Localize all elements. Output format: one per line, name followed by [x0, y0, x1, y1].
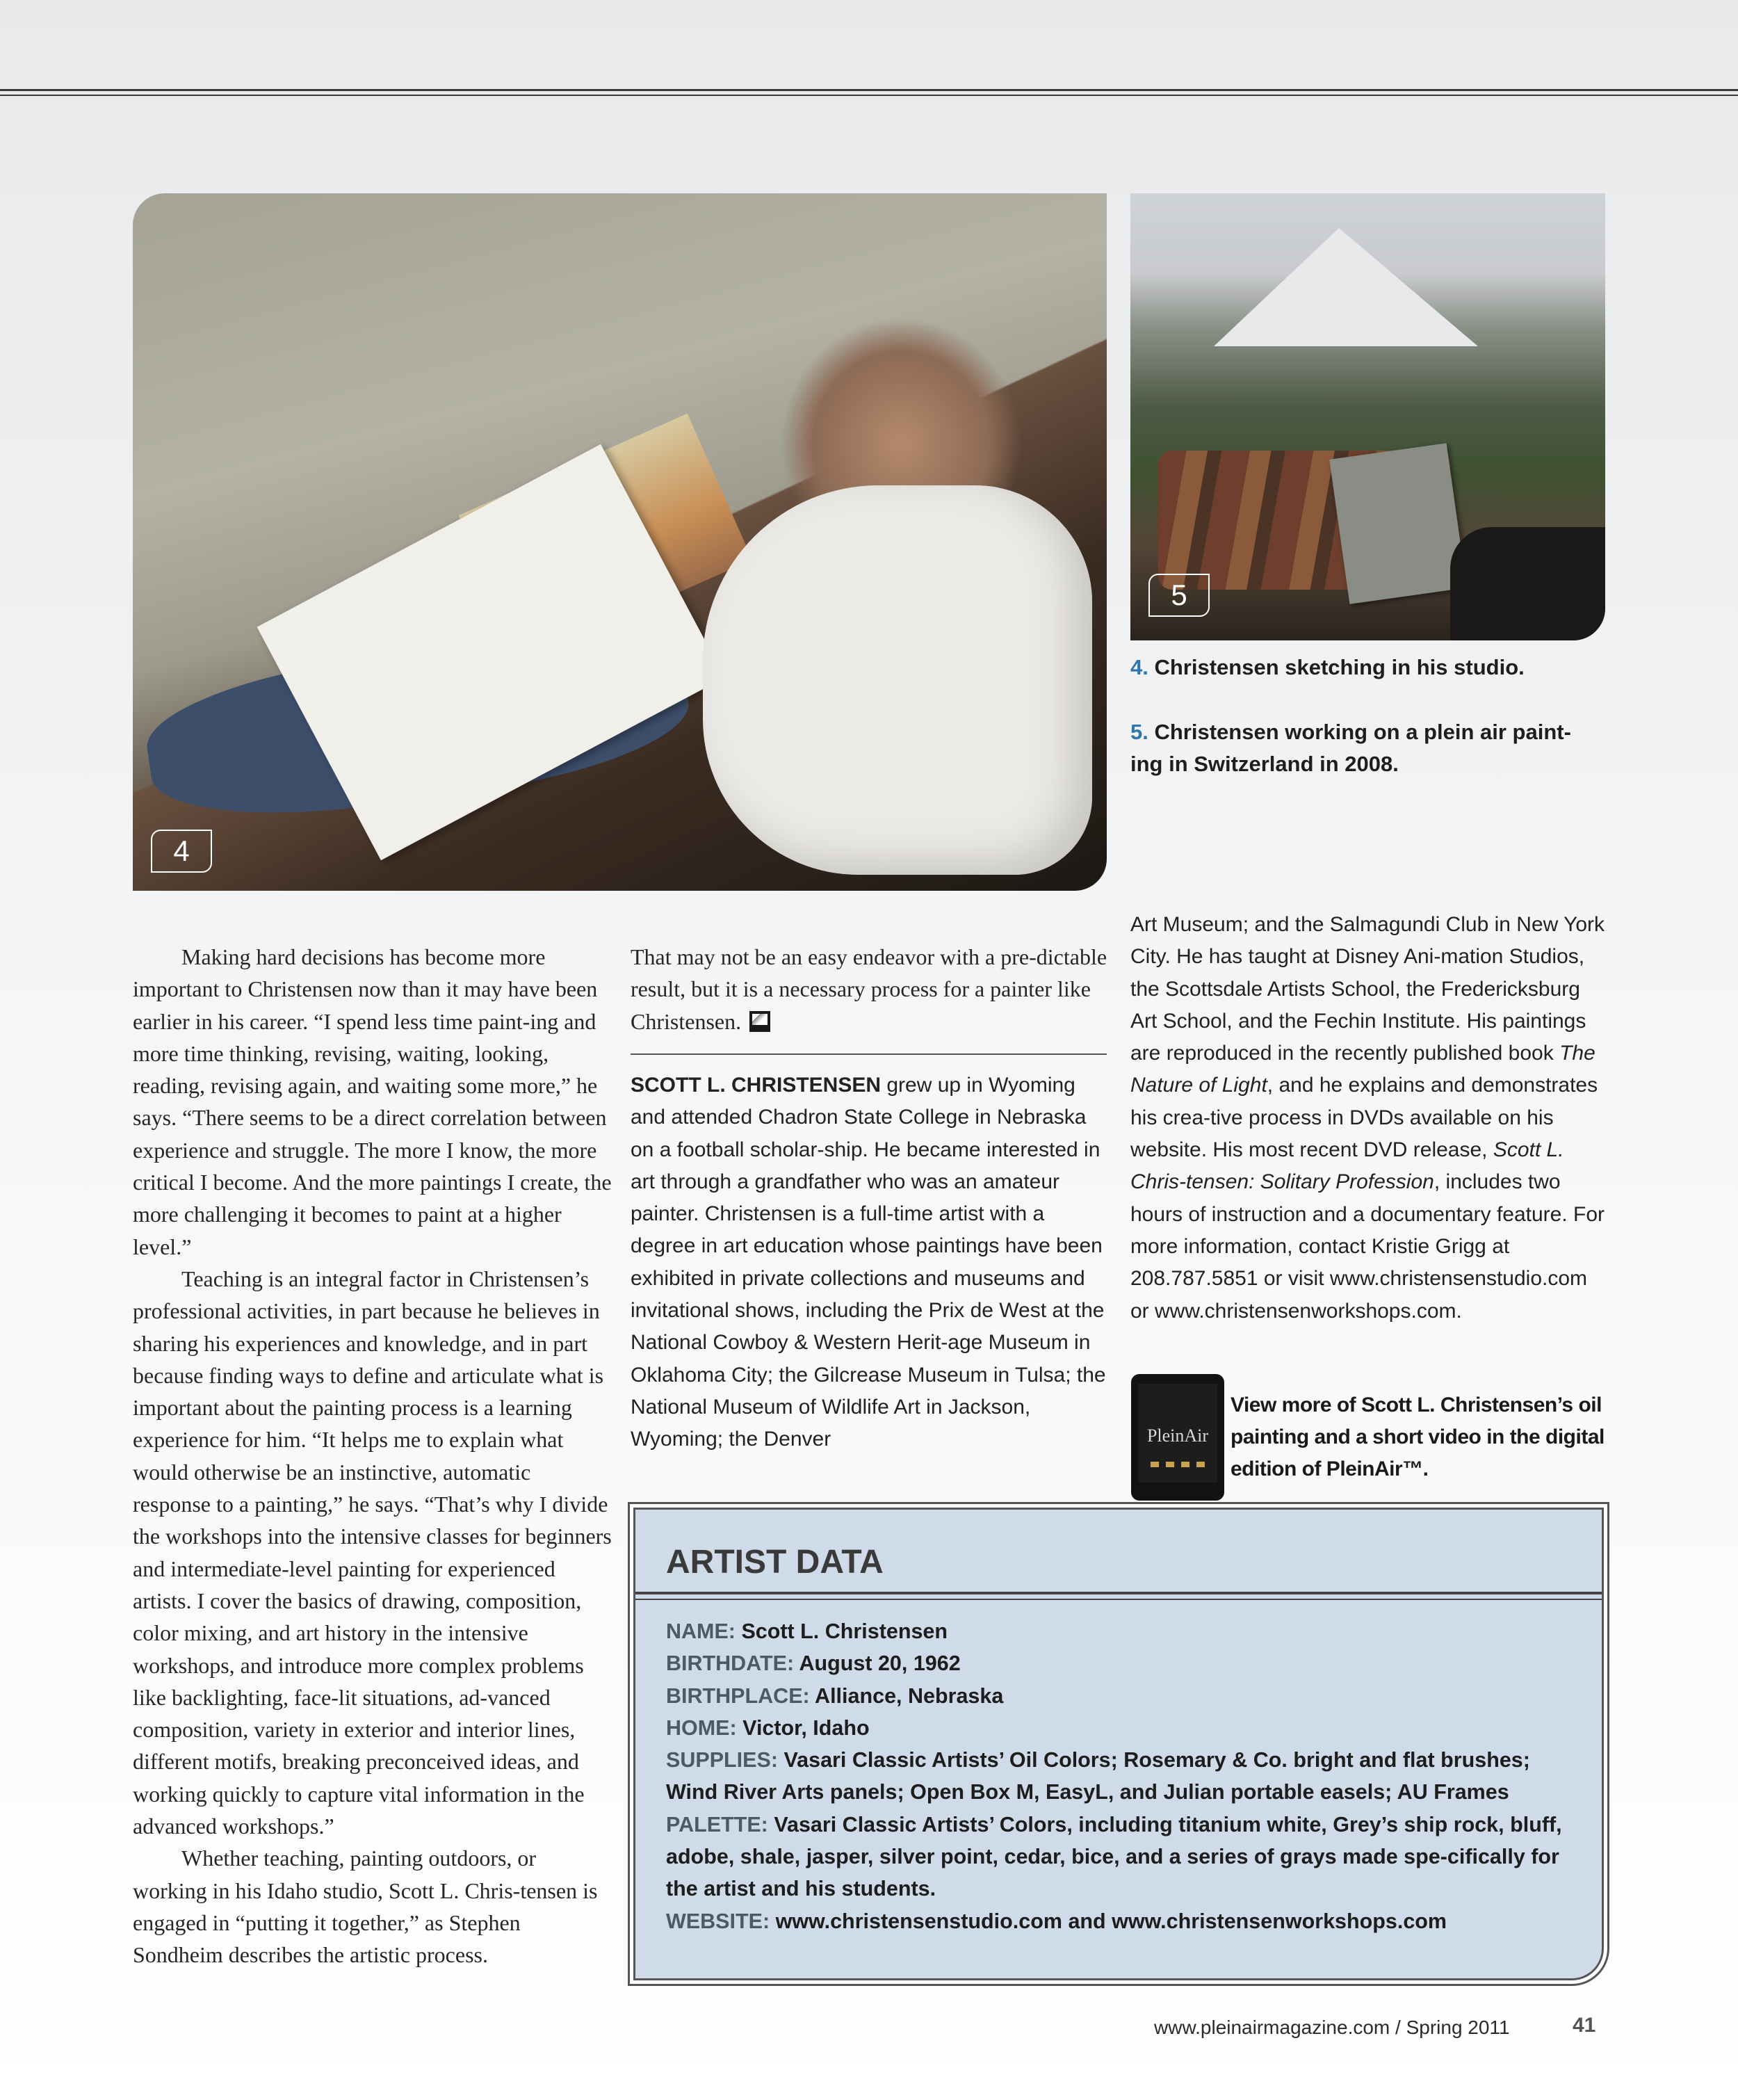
caption-number: 5. [1130, 720, 1148, 744]
artist-data-rule-thin [635, 1599, 1602, 1600]
bio-divider [631, 1053, 1107, 1055]
header-rule [0, 89, 1738, 91]
artist-data-value: Scott L. Christensen [735, 1620, 948, 1643]
caption-4 [1130, 652, 1603, 684]
tablet-screen [1138, 1384, 1217, 1483]
artist-data-box [633, 1508, 1604, 1980]
photo-christensen-sketching [133, 193, 1107, 891]
tablet-icon[interactable] [1131, 1374, 1224, 1501]
article-column-2 [631, 941, 1110, 1037]
footer-url[interactable]: www.pleinairmagazine.com / Spring 2011 [1154, 2017, 1510, 2038]
photo-badge-5: 5 [1148, 574, 1210, 617]
artist-data-rows [666, 1615, 1584, 1937]
article-column-1 [133, 941, 612, 1971]
artist-bio-continued [1130, 909, 1610, 1327]
article-paragraph: Teaching is an integral factor in Christensen’s professional activities, in part because he believes in sharing his experiences and knowledge, and in part because finding ways to define and articulate what is important about the painting process is a learning experience for him. “It helps me to explain what would otherwise be an instinctive, automatic response to a painting,” he says. “That’s why I divide the workshops into the intensive classes for beginners and intermediate-level painting for experienced artists. I cover the basics of drawing, composition, color mixing, and art history in the intensive workshops, and introduce more complex problems like backlighting, face-lit situations, ad-vanced composition, variety in exterior and interior lines, different motifs, breaking preconceived ideas, and working quickly to capture vital information in the advanced workshops.” [133, 1266, 612, 1839]
artist-data-row [666, 1809, 1584, 1905]
photo-christensen-switzerland [1130, 193, 1605, 640]
artist-data-row [666, 1905, 1584, 1937]
artist-bio [631, 1069, 1110, 1456]
tablet-brand: PleinAir [1146, 1425, 1209, 1446]
digital-edition-promo[interactable]: View more of Scott L. Christensen’s oil painting and a short video in the digital edition of PleinAir™. [1231, 1394, 1605, 1480]
bio-paragraph [1130, 909, 1610, 1327]
bio-dvd-title: Scott L. Chris-tensen: Solitary Profession [1130, 1138, 1564, 1194]
photo-detail-canvas [1329, 443, 1467, 604]
end-of-article-icon [749, 1011, 770, 1032]
bio-text: , and he explains and demonstrates his crea-tive process in DVDs available on his website. His most recent DVD release, [1130, 1074, 1598, 1162]
artist-data-row [666, 1712, 1584, 1744]
article-closing-text: That may not be an easy endeavor with a pre-dictable result, but it is a necessary process for a painter like Christensen. [631, 944, 1107, 1034]
artist-data-row [666, 1615, 1584, 1647]
artist-data-value: Victor, Idaho [736, 1715, 870, 1740]
artist-data-label: HOME: [666, 1715, 737, 1740]
artist-data-label: BIRTHDATE: [666, 1651, 795, 1676]
caption-text: Christensen sketching in his studio. [1154, 655, 1525, 679]
photo-detail-shirt [703, 485, 1092, 875]
tablet-dots [1151, 1462, 1206, 1467]
caption-5 [1130, 716, 1603, 780]
page-number: 41 [1573, 2014, 1596, 2037]
artist-data-label: PALETTE: [666, 1812, 768, 1836]
artist-data-row [666, 1744, 1584, 1809]
photo-badge-4: 4 [151, 830, 212, 873]
artist-data-label: WEBSITE: [666, 1909, 770, 1933]
artist-data-row [666, 1680, 1584, 1712]
bio-text: Art Museum; and the Salmagundi Club in New York City. He has taught at Disney Ani-mation Studios, the Scottsdale Artists School, the Fredericksburg Art School, and the Fechin Institute. His paintings are reproduced in the recently published book [1130, 913, 1605, 1065]
photo-detail-arm [1450, 527, 1605, 640]
artist-data-value: Vasari Classic Artists’ Oil Colors; Rosemary & Co. bright and flat brushes; Wind River Arts panels; Open Box M, EasyL, and Julian portable easels; AU Frames [666, 1748, 1530, 1804]
artist-data-label: NAME: [666, 1620, 736, 1643]
artist-data-label: BIRTHPLACE: [666, 1683, 810, 1708]
artist-data-row [666, 1647, 1584, 1679]
artist-data-rule [635, 1592, 1602, 1594]
bio-text: grew up in Wyoming and attended Chadron State College in Nebraska on a football scholar-ship. He became interested in art through a grandfather who was an amateur painter. Christensen is a full-time artist with a degree in art education whose paintings have been exhibited in private collections and museums and invitational shows, including the Prix de West at the National Cowboy & Western Herit-age Museum in Oklahoma City; the Gilcrease Museum in Tulsa; the National Museum of Wildlife Art in Jackson, Wyoming; the Denver [631, 1074, 1106, 1451]
artist-data-value: www.christensenstudio.com and www.christensenworkshops.com [770, 1909, 1447, 1933]
artist-data-label: SUPPLIES: [666, 1748, 779, 1772]
photo-detail-mountain [1214, 228, 1478, 346]
artist-data-value: Alliance, Nebraska [809, 1683, 1004, 1708]
artist-data-value: Vasari Classic Artists’ Colors, including titanium white, Grey’s ship rock, bluff, adobe, shale, jasper, silver point, cedar, bice, and a series of grays made spe-cifically for the artist and his students. [666, 1812, 1562, 1901]
artist-data-title: ARTIST DATA [666, 1544, 884, 1581]
artist-data-value: August 20, 1962 [794, 1651, 961, 1676]
caption-number: 4. [1130, 655, 1148, 679]
article-paragraph: Whether teaching, painting outdoors, or working in his Idaho studio, Scott L. Chris-tensen is engaged in “putting it together,” as Stephen Sondheim describes the artistic process. [133, 1845, 598, 1968]
article-paragraph: Making hard decisions has become more important to Christensen now than it may have been earlier in his career. “I spend less time paint-ing and more time thinking, revising, waiting, looking, reading, revising again, and waiting some more,” he says. “There seems to be a direct correlation between experience and struggle. The more I know, the more critical I become. And the more paintings I create, the more challenging it becomes to paint at a higher level.” [133, 944, 612, 1259]
bio-book-title: The Nature of Light [1130, 1042, 1595, 1097]
bio-paragraph [631, 1069, 1110, 1456]
header-rule-thin [0, 95, 1738, 96]
bio-text: , includes two hours of instruction and a documentary feature. For more information, contact Kristie Grigg at 208.787.5851 or visit www.christensenstudio.com or www.christensenworkshops.com. [1130, 1170, 1605, 1323]
article-closing-paragraph [631, 941, 1110, 1037]
bio-name: SCOTT L. CHRISTENSEN [631, 1074, 882, 1097]
caption-text: Christensen working on a plein air paint-ing in Switzerland in 2008. [1130, 720, 1571, 776]
